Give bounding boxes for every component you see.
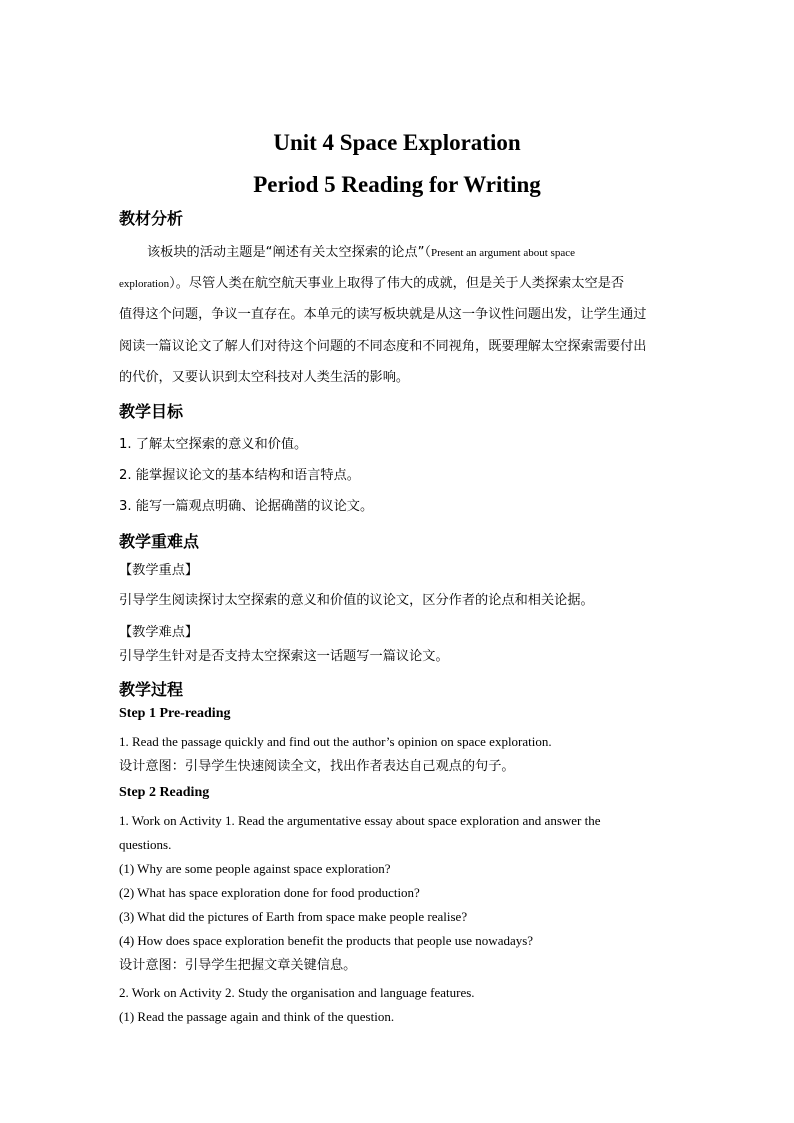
section-heading-analysis: 教材分析 [119, 209, 184, 228]
analysis-line-2-en: exploration [119, 278, 170, 290]
step-2-line-1b: questions. [119, 837, 172, 852]
analysis-line-1 [147, 243, 575, 263]
step-2-question-4: (4) How does space exploration benefit the products that people use nowadays? [119, 933, 534, 948]
step-2-intent: 设计意图：引导学生把握文章关键信息。 [119, 958, 357, 973]
analysis-line-1-cn: 该板块的活动主题是“阐述有关太空探索的论点”（ [147, 245, 431, 260]
analysis-line-2 [119, 274, 624, 294]
objective-item-3: 3. 能写一篇观点明确、论据确凿的议论文。 [119, 499, 374, 514]
section-heading-process: 教学过程 [119, 680, 184, 699]
doc-subtitle: Period 5 Reading for Writing [253, 172, 541, 197]
doc-title: Unit 4 Space Exploration [273, 130, 521, 155]
step-2-line-1: 1. Work on Activity 1. Read the argumentative essay about space exploration and answer the [119, 813, 601, 828]
step-1-title: Step 1 Pre-reading [119, 706, 231, 721]
objective-item-2: 2. 能掌握议论文的基本结构和语言特点。 [119, 468, 360, 483]
key-label: 【教学重点】 [119, 563, 199, 578]
step-2-title: Step 2 Reading [119, 785, 210, 800]
key-text: 引导学生阅读探讨太空探索的意义和价值的议论文，区分作者的论点和相关论据。 [119, 593, 594, 608]
analysis-line-4: 阅读一篇议论文了解人们对待这个问题的不同态度和不同视角，既要理解太空探索需要付出 [119, 339, 647, 354]
section-heading-keypoints: 教学重难点 [119, 532, 200, 551]
difficulty-label: 【教学难点】 [119, 625, 199, 640]
step-1-intent: 设计意图：引导学生快速阅读全文，找出作者表达自己观点的句子。 [119, 759, 515, 774]
step-2-question-2: (2) What has space exploration done for food production? [119, 885, 420, 900]
section-heading-objectives: 教学目标 [119, 402, 184, 421]
step-2-line-2: 2. Work on Activity 2. Study the organisation and language features. [119, 985, 475, 1000]
step-2-question-1: (1) Why are some people against space exploration? [119, 861, 391, 876]
objective-item-1: 1. 了解太空探索的意义和价值。 [119, 437, 308, 452]
analysis-line-3: 值得这个问题，争议一直存在。本单元的读写板块就是从这一争议性问题出发，让学生通过 [119, 307, 647, 322]
difficulty-text: 引导学生针对是否支持太空探索这一话题写一篇议论文。 [119, 649, 449, 664]
analysis-line-5: 的代价，又要认识到太空科技对人类生活的影响。 [119, 370, 410, 385]
step-2-question-3: (3) What did the pictures of Earth from space make people realise? [119, 909, 468, 924]
analysis-line-1-en: Present an argument about space [431, 247, 575, 259]
analysis-line-2-cn: ）。尽管人类在航空航天事业上取得了伟大的成就，但是关于人类探索太空是否 [169, 276, 625, 291]
step-1-line-1: 1. Read the passage quickly and find out the author’s opinion on space exploration. [119, 734, 552, 749]
step-2-line-2a: (1) Read the passage again and think of the question. [119, 1009, 395, 1024]
